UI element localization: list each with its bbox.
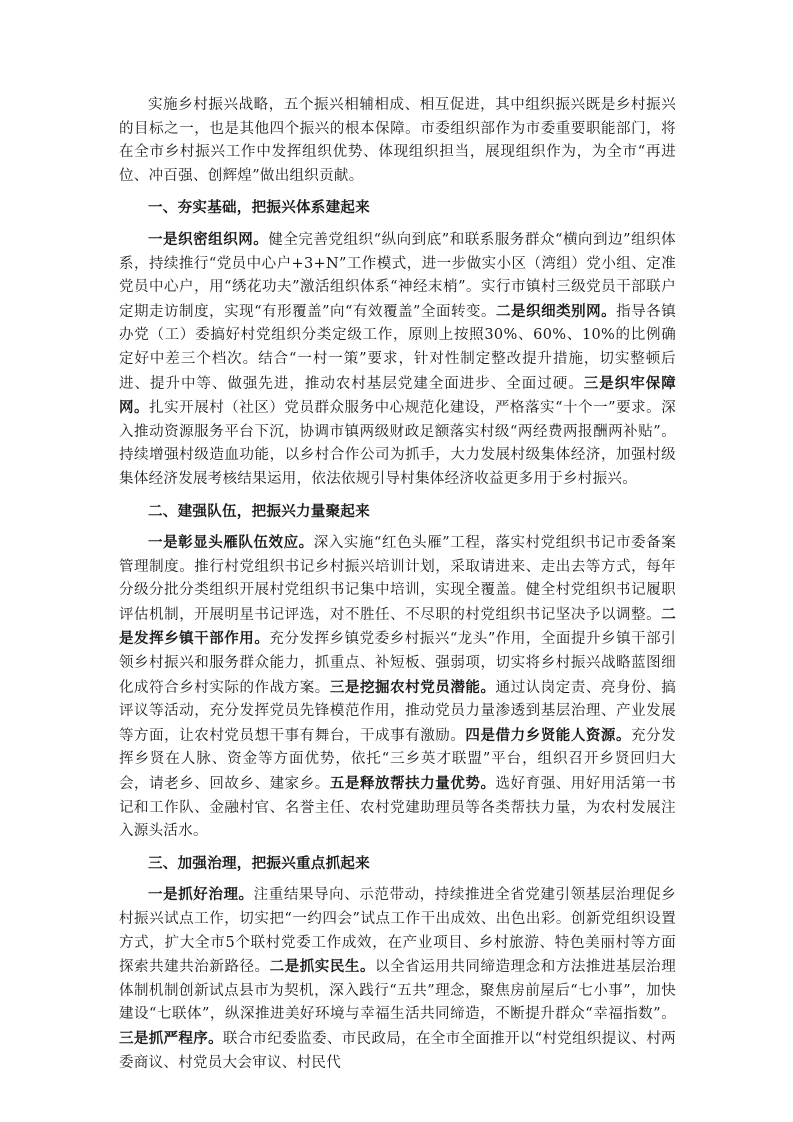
section-1-text-1: 健全完善党组织“纵向到底”和联系服务群众“横向到边”组织体系，持续推行“党员中心户+3+N”工作模式，进一步做实小区（湾组）党小组、定准党员中心户，用“绣花功夫”激活组织体系“神经末梢”。实行市镇村三级党员干部联户定期走访制度，实现“有形覆盖”向“有效覆盖”全面转变。: [119, 231, 676, 320]
section-3-lead-1: 一是抓好治理。: [148, 886, 254, 904]
section-3-lead-2: 二是抓实民生。: [269, 958, 376, 976]
section-3-text-1: 注重结果导向、示范带动，持续推进全省党建引领基层治理促乡村振兴试点工作，切实把“一约四会”试点工作干出成效、出色出彩。创新党组织设置方式，扩大全市5个联村党委工作成效，在产业项目、乡村旅游、特色美丽村等方面探索共建共治新路径。: [119, 887, 676, 976]
section-2-lead-4: 四是借力乡贤能人资源。: [465, 726, 632, 744]
section-2-lead-3: 三是挖掘农村党员潜能。: [329, 678, 496, 696]
section-2-title: 二、建强队伍，把振兴力量聚起来: [148, 502, 370, 520]
section-3-text-3: 联合市纪委监委、市民政局，在全市全面推开以“村党组织提议、村两委商议、村党员大会审议、村民代: [119, 1030, 676, 1071]
section-2-text-5: 选好育强、用好用活第一书记和工作队、金融村官、名誉主任、农村党建助理员等各类帮扶力量，为农村发展注入源头活水。: [119, 776, 676, 840]
section-2-lead-1: 一是彰显头雁队伍效应。: [148, 534, 314, 552]
section-2-text-3: 通过认岗定责、亮身份、搞评议等活动，充分发挥党员先锋模范作用，推动党员力量渗透到基层治理、产业发展等方面，让农村党员想干事有舞台，干成事有激励。: [119, 679, 676, 744]
section-3-title: 三、加强治理，把振兴重点抓起来: [148, 854, 370, 872]
section-1-lead-2: 二是织细类别网。: [496, 302, 617, 320]
section-2-text-2: 充分发挥乡镇党委乡村振兴“龙头”作用，全面提升乡镇干部引领乡村振兴和服务群众能力，抓重点、补短板、强弱项，切实将乡村振兴战略蓝图细化成符合乡村实际的作战方案。: [119, 631, 676, 696]
section-1-title: 一、夯实基础，把振兴体系建起来: [148, 199, 370, 217]
section-2-lead-5: 五是释放帮扶力量优势。: [329, 775, 496, 793]
document-page: [119, 94, 676, 1083]
section-2-body: [119, 531, 676, 844]
section-2-text-1: 深入实施“红色头雁”工程，落实村党组织书记市委备案管理制度。推行村党组织书记乡村振兴培训计划，采取请进来、走出去等方式，每年分级分批分类组织开展村党组织书记集中培训，实现全覆盖。健全村党组织书记履职评估机制，开展明星书记评选，对不胜任、不尽职的村党组织书记坚决予以调整。: [119, 535, 676, 623]
section-1-text-3: 扎实开展村（社区）党员群众服务中心规范化建设，严格落实“十个一”要求。深入推动资源服务平台下沉，协调市镇两级财政足额落实村级“两经费两报酬两补贴”。持续增强村级造血功能，以乡村合作公司为抓手，大力发展村级集体经济，加强村级集体经济发展考核结果运用，依法依规引导村集体经济收益更多用于乡村振兴。: [119, 400, 676, 487]
section-3-lead-3: 三是抓严程序。: [119, 1029, 223, 1047]
section-2-lead-2: 二是发挥乡镇干部作用。: [119, 605, 676, 648]
section-1-lead-1: 一是织密组织网。: [148, 230, 269, 248]
section-1-body: [119, 228, 676, 492]
section-2-text-4: 充分发挥乡贤在人脉、资金等方面优势，依托“三乡英才联盟”平台，组织召开乡贤回归大会，请老乡、回故乡、建家乡。: [119, 727, 676, 793]
section-3-body: [119, 883, 676, 1075]
section-3-text-2: 以全省运用共同缔造理念和方法推进基层治理体制机制创新试点县市为契机，深入践行“五共”理念，聚焦房前屋后“七小事”，加快建设“七联体”，纵深推进美好环境与幸福生活共同缔造，不断提升群众“幸福指数”。: [119, 959, 677, 1023]
section-1-lead-3: 三是织牢保障网。: [119, 374, 676, 417]
section-1-text-2: 指导各镇办党（工）委搞好村党组织分类定级工作，原则上按照30%、60%、10%的比例确定好中差三个档次。结合“一村一策”要求，针对性制定整改提升措施，切实整顿后进、提升中等、做强先进，推动农村基层党建全面进步、全面过硬。: [119, 303, 677, 392]
intro-paragraph: 实施乡村振兴战略，五个振兴相辅相成、相互促进，其中组织振兴既是乡村振兴的目标之一，也是其他四个振兴的根本保障。市委组织部作为市委重要职能部门，将在全市乡村振兴工作中发挥组织优势、体现组织担当，展现组织作为，为全市“再进位、冲百强、创辉煌”做出组织贡献。: [119, 97, 676, 184]
